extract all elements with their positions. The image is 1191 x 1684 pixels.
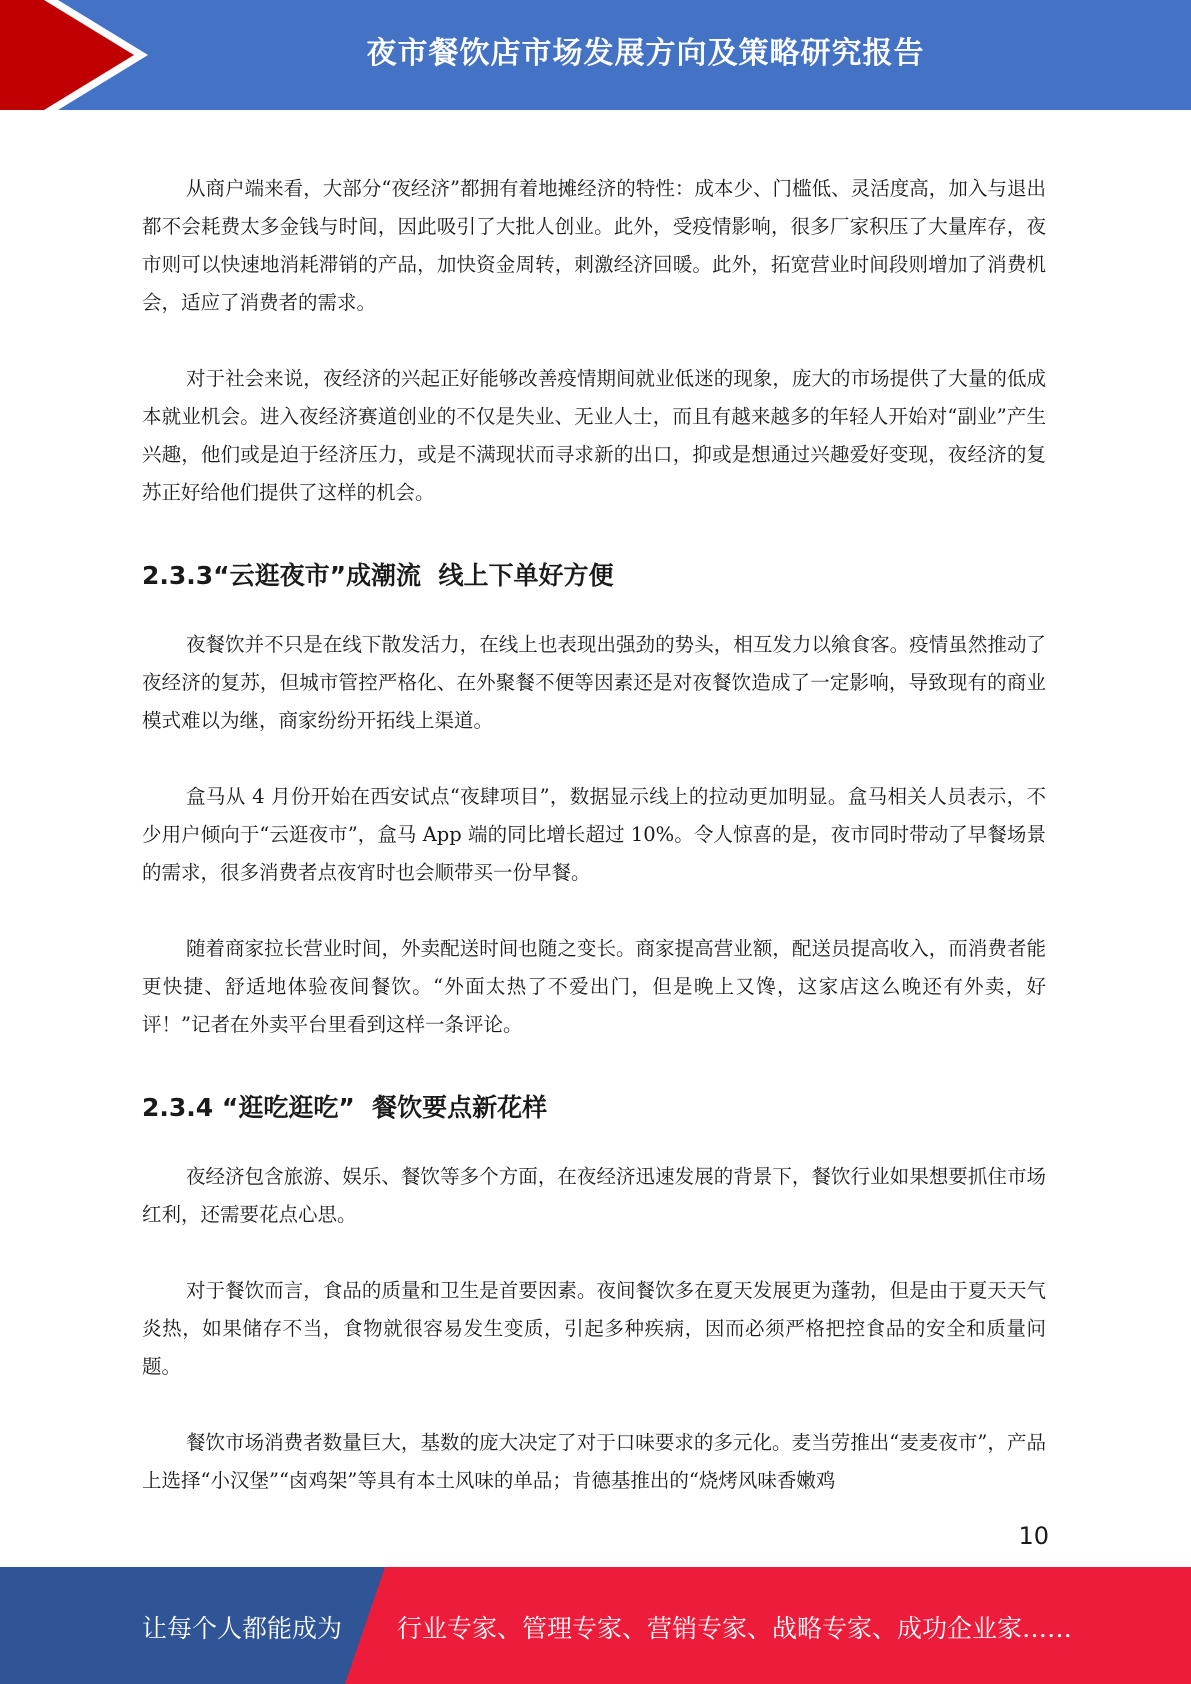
paragraph: 对于社会来说，夜经济的兴起正好能够改善疫情期间就业低迷的现象，庞大的市场提供了大量的低成本就业机会。进入夜经济赛道创业的不仅是失业、无业人士，而且有越来越多的年轻人开始对“副业”产生兴趣，他们或是迫于经济压力，或是不满现状而寻求新的出口，抑或是想通过兴趣爱好变现，夜经济的复苏正好给他们提供了这样的机会。 (142, 367, 1046, 504)
header-title: 夜市餐饮店市场发展方向及策略研究报告 (366, 36, 925, 71)
paragraph: 从商户端来看，大部分“夜经济”都拥有着地摊经济的特性：成本少、门槛低、灵活度高，加入与退出都不会耗费太多金钱与时间，因此吸引了大批人创业。此外，受疫情影响，很多厂家积压了大量库存，夜市则可以快速地消耗滞销的产品，加快资金周转，刺激经济回暖。此外，拓宽营业时间段则增加了消费机会，适应了消费者的需求。 (142, 177, 1046, 314)
footer-slogan-left: 让每个人都能成为 (142, 1614, 343, 1643)
paragraph: 夜经济包含旅游、娱乐、餐饮等多个方面，在夜经济迅速发展的背景下，餐饮行业如果想要抓住市场红利，还需要花点心思。 (142, 1165, 1046, 1226)
paragraph: 对于餐饮而言，食品的质量和卫生是首要因素。夜间餐饮多在夏天发展更为蓬勃，但是由于夏天天气炎热，如果储存不当，食物就很容易发生变质，引起多种疾病，因而必须严格把控食品的安全和质量问题。 (142, 1279, 1046, 1378)
section-heading-2-3-4: 2.3.4 “逛吃逛吃” 餐饮要点新花样 (142, 1093, 548, 1122)
header-chevron-shape (0, 0, 160, 110)
section-heading-2-3-3: 2.3.3“云逛夜市”成潮流 线上下单好方便 (142, 561, 614, 590)
document-body (142, 170, 1046, 1500)
footer-slogan-right: 行业专家、管理专家、营销专家、战略专家、成功企业家…… (397, 1614, 1073, 1643)
paragraph: 随着商家拉长营业时间，外卖配送时间也随之变长。商家提高营业额，配送员提高收入，而消费者能更快捷、舒适地体验夜间餐饮。“外面太热了不爱出门，但是晚上又馋，这家店这么晚还有外卖，好评！”记者在外卖平台里看到这样一条评论。 (142, 937, 1046, 1036)
paragraph: 盒马从 4 月份开始在西安试点“夜肆项目”，数据显示线上的拉动更加明显。盒马相关人员表示，不少用户倾向于“云逛夜市”，盒马 App 端的同比增长超过 10%。令人惊喜的是，夜市同时带动了早餐场景的需求，很多消费者点夜宵时也会顺带买一份早餐。 (142, 785, 1046, 884)
page-number: 10 (1018, 1522, 1049, 1550)
header-band (0, 0, 1191, 110)
paragraph: 餐饮市场消费者数量巨大，基数的庞大决定了对于口味要求的多元化。麦当劳推出“麦麦夜市”，产品上选择“小汉堡”“卤鸡架”等具有本土风味的单品；肯德基推出的“烧烤风味香嫩鸡 (142, 1431, 1046, 1492)
paragraph: 夜餐饮并不只是在线下散发活力，在线上也表现出强劲的势头，相互发力以飨食客。疫情虽然推动了夜经济的复苏，但城市管控严格化、在外聚餐不便等因素还是对夜餐饮造成了一定影响，导致现有的商业模式难以为继，商家纷纷开拓线上渠道。 (142, 633, 1046, 732)
footer-band (0, 1567, 1191, 1684)
